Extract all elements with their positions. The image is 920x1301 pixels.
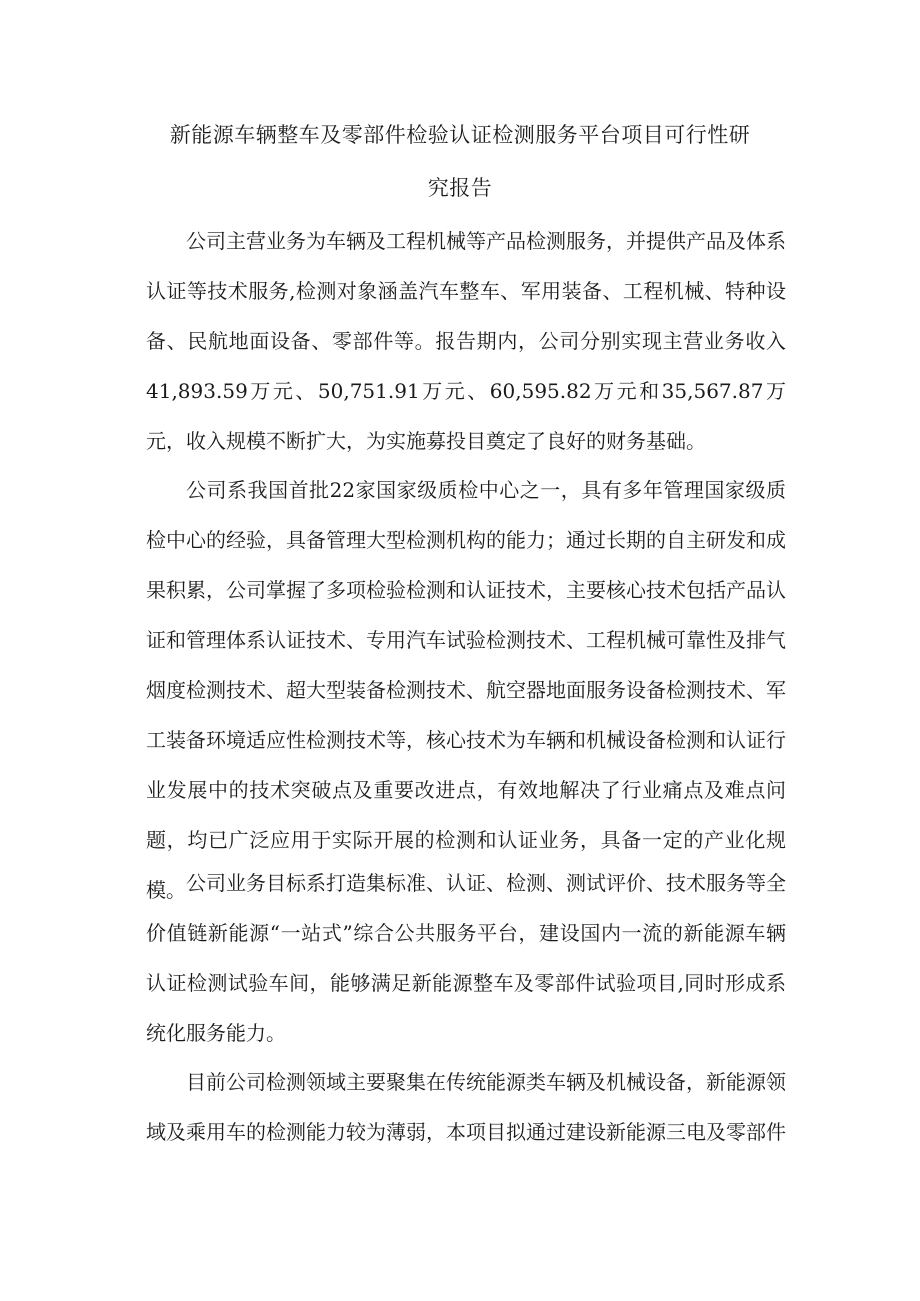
body-paragraph-business-goal: 公司业务目标系打造集标准、认证、检测、测试评价、技术服务等全价值链新能源“一站式”综合公共服务平台，建设国内一流的新能源车辆认证检测试验车间，能够满足新能源整车及零部件试验项目,同时形成系统化服务能力。 [146,871,786,1045]
document-title-line-2: 究报告 [427,176,493,200]
body-paragraph-core-technology: 公司系我国首批22家国家级质检中心之一，具有多年管理国家级质检中心的经验，具备管理大型检测机构的能力；通过长期的自主研发和成果积累，公司掌握了多项检验检测和认证技术，主要核心技术包括产品认证和管理体系认证技术、专用汽车试验检测技术、工程机械可靠性及排气烟度检测技术、超大型装备检测技术、航空器地面服务设备检测技术、军工装备环境适应性检测技术等，核心技术为车辆和机械设备检测和认证行业发展中的技术突破点及重要改进点，有效地解决了行业痛点及难点问题，均已广泛应用于实际开展的检测和认证业务，具备一定的产业化规模。 [146,478,786,902]
body-paragraph-current-status: 目前公司检测领域主要聚集在传统能源类车辆及机械设备，新能源领域及乘用车的检测能力较为薄弱，本项目拟通过建设新能源三电及零部件 [146,1070,786,1144]
document-title-line-1: 新能源车辆整车及零部件检验认证检测服务平台项目可行性研 [169,123,751,147]
body-paragraph-revenue: 公司主营业务为车辆及工程机械等产品检测服务，并提供产品及体系认证等技术服务,检测对象涵盖汽车整车、军用装备、工程机械、特种设备、民航地面设备、零部件等。报告期内，公司分别实现主营业务收入41,893.59万元、50,751.91万元、60,595.82万元和35,567.87万元，收入规模不断扩大，为实施募投目奠定了良好的财务基础。 [146,229,786,453]
